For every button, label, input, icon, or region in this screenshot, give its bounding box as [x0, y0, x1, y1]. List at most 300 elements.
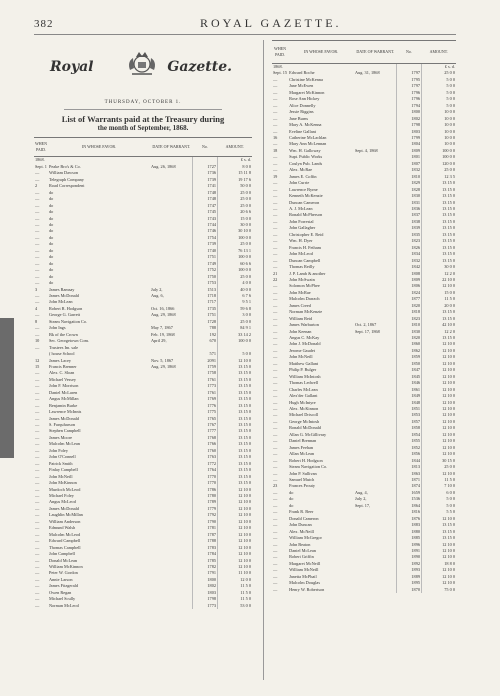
- masthead-royal: Royal: [50, 59, 94, 75]
- cell-when-paid: —: [273, 477, 278, 482]
- cell-amount: 13 15 0: [422, 316, 457, 322]
- cell-amount: 13 15 0: [218, 390, 253, 396]
- cell-date: Oct. 16, 1866: [151, 305, 175, 311]
- cell-favor: Patrick Smith: [49, 460, 73, 466]
- masthead: [34, 40, 252, 98]
- cell-favor: Road Correspondent: [49, 183, 85, 189]
- cell-favor: Owen Regan: [49, 589, 72, 595]
- cell-favor: Lawrence Byrne: [289, 186, 318, 192]
- cell-amount: 100 0 0: [422, 148, 457, 154]
- cell-amount: 100 0 0: [422, 154, 457, 160]
- cell-favor: Solomon McPhee: [289, 283, 320, 289]
- cell-number: 1839: [397, 225, 422, 231]
- cell-number: 1870: [397, 587, 422, 593]
- cell-when-paid: —: [35, 467, 40, 473]
- cell-when-paid: —: [273, 509, 278, 515]
- cell-favor: Donald McLean: [49, 557, 78, 563]
- cell-when-paid: —: [35, 583, 40, 589]
- cell-number: 1751: [193, 254, 218, 260]
- cell-amount: 13 15 0: [422, 245, 457, 251]
- cell-favor: George G. Garrett: [49, 312, 81, 318]
- cell-number: 1739: [193, 241, 218, 247]
- cell-number: 1829: [397, 180, 422, 186]
- cell-amount: 6 7 6: [218, 293, 253, 299]
- cell-amount: 12 10 0: [422, 374, 457, 380]
- cell-when-paid: —: [35, 383, 40, 389]
- running-head: ROYAL GAZETTE.: [200, 16, 342, 30]
- cell-date: Nov. 5, 1867: [151, 357, 174, 363]
- cell-amount: 5 0 0: [422, 503, 457, 509]
- cell-favor: do: [49, 273, 54, 279]
- cell-amount: 40 0 0: [218, 287, 253, 293]
- cell-favor: Philip P. Bulger: [289, 367, 317, 373]
- cell-favor: Jane McEwen: [289, 83, 314, 89]
- cell-amount: 12 10 0: [422, 516, 457, 522]
- cell-when-paid: —: [273, 560, 278, 566]
- cell-number: 1835: [397, 232, 422, 238]
- cell-number: 1861: [397, 387, 422, 393]
- cell-when-paid: —: [35, 228, 40, 234]
- cell-amount: £ s. d.: [218, 157, 253, 164]
- cell-when-paid: —: [35, 215, 40, 221]
- cell-amount: 12 10 0: [422, 419, 457, 425]
- cell-when-paid: —: [273, 167, 278, 173]
- cell-amount: 12 10 0: [422, 387, 457, 393]
- cell-amount: 12 10 0: [218, 558, 253, 564]
- cell-when-paid: 4: [35, 305, 38, 311]
- cell-number: 1802: [193, 583, 218, 589]
- cell-favor: Margaret McKinnon: [289, 89, 325, 95]
- cell-number: 1799: [397, 135, 422, 141]
- cell-number: 1798: [397, 122, 422, 128]
- header-no: No.: [193, 138, 218, 157]
- separator: [64, 109, 222, 110]
- cell-favor: Alex. McNeill: [289, 528, 314, 534]
- cell-when-paid: 15: [35, 363, 40, 369]
- cell-amount: 53 0 0: [218, 603, 253, 609]
- header-amount: AMOUNT.: [422, 41, 457, 64]
- cell-number: 1513: [193, 287, 218, 293]
- cell-favor: William Anderson: [49, 518, 81, 524]
- cell-when-paid: Sept. 1: [35, 163, 47, 169]
- cell-when-paid: —: [273, 489, 278, 495]
- cell-amount: 12 10 0: [218, 358, 253, 364]
- cell-number: 1797: [397, 70, 422, 76]
- cell-favor: Benjamin Burke: [49, 402, 78, 408]
- cell-number: 1744: [193, 222, 218, 228]
- cell-when-paid: —: [273, 141, 278, 147]
- cell-amount: 84 9 1: [218, 325, 253, 331]
- cell-favor: Allan McLean: [289, 451, 315, 457]
- cell-number: 788: [193, 325, 218, 331]
- cell-number: 1804: [397, 141, 422, 147]
- cell-favor: A. J. McLean: [289, 205, 313, 211]
- cell-favor: S. Farquharson: [49, 422, 76, 428]
- cell-number: 1848: [397, 400, 422, 406]
- cell-amount: 12 10 0: [422, 425, 457, 431]
- cell-number: 1890: [397, 554, 422, 560]
- cell-favor: John McLeod: [289, 251, 313, 257]
- cell-amount: 13 15 0: [218, 467, 253, 473]
- cell-number: 1862: [397, 348, 422, 354]
- cell-favor: Daniel McLaren: [49, 389, 78, 395]
- cell-when-paid: —: [273, 502, 278, 508]
- cell-favor: John Foley: [49, 447, 68, 453]
- cell-number: 1846: [397, 380, 422, 386]
- cell-number: 1806: [397, 283, 422, 289]
- cell-number: 1750: [193, 274, 218, 280]
- cell-when-paid: —: [273, 212, 278, 218]
- cell-favor: do: [49, 189, 54, 195]
- cell-when-paid: 12: [35, 357, 40, 363]
- cell-favor: Henry W. Robertson: [289, 586, 325, 592]
- cell-number: 1754: [193, 235, 218, 241]
- cell-number: [397, 64, 422, 71]
- cell-favor: Alex. McRae: [289, 167, 313, 173]
- cell-favor: John F. Morrison: [49, 383, 79, 389]
- cell-amount: 12 10 0: [218, 519, 253, 525]
- cell-when-paid: 10: [35, 338, 40, 344]
- cell-favor: Steam Navigation Co.: [289, 464, 328, 470]
- cell-date: July 2,: [355, 496, 367, 502]
- cell-when-paid: —: [35, 260, 40, 266]
- cell-amount: 18 8 0: [422, 561, 457, 567]
- cell-amount: 13 15 0: [422, 193, 457, 199]
- cell-number: 1858: [397, 425, 422, 431]
- cell-favor: Trustees Im. sale: [49, 344, 79, 350]
- cell-number: 1877: [397, 296, 422, 302]
- cell-amount: 13 15 0: [218, 370, 253, 376]
- cell-favor: Laughlin McMillan: [49, 512, 83, 518]
- cell-when-paid: —: [273, 528, 278, 534]
- cell-when-paid: —: [273, 186, 278, 192]
- cell-when-paid: —: [35, 402, 40, 408]
- binding-tab: [0, 318, 14, 458]
- cell-number: 1860: [397, 341, 422, 347]
- cell-when-paid: 16: [273, 134, 278, 140]
- cell-when-paid: —: [273, 231, 278, 237]
- cell-amount: 12 0 0: [218, 577, 253, 583]
- cell-when-paid: —: [35, 273, 40, 279]
- cell-number: 1759: [193, 364, 218, 370]
- cell-favor: Norman McKenzie: [289, 309, 323, 315]
- cell-number: 1770: [193, 480, 218, 486]
- cell-favor: do: [49, 241, 54, 247]
- cell-favor: Edward Roche: [289, 70, 315, 76]
- cell-amount: 12 10 0: [422, 554, 457, 560]
- cell-favor: do: [49, 234, 54, 240]
- cell-amount: 13 15 0: [422, 258, 457, 264]
- cell-when-paid: —: [35, 538, 40, 544]
- cell-when-paid: —: [273, 373, 278, 379]
- cell-number: 1852: [397, 445, 422, 451]
- cell-number: 1844: [397, 458, 422, 464]
- cell-number: 1794: [397, 103, 422, 109]
- cell-number: 1885: [397, 535, 422, 541]
- cell-number: 1864: [397, 503, 422, 509]
- cell-when-paid: —: [35, 422, 40, 428]
- cell-number: 1745: [193, 209, 218, 215]
- page-number: 382: [34, 18, 54, 30]
- cell-amount: 5 0 0: [422, 96, 457, 102]
- cell-amount: 13 15 0: [422, 212, 457, 218]
- cell-when-paid: —: [273, 315, 278, 321]
- cell-favor: Finlay Campbell: [49, 467, 78, 473]
- cell-number: 1786: [193, 487, 218, 493]
- cell-when-paid: —: [273, 347, 278, 353]
- cell-favor: Alex. C. Sloan: [49, 370, 75, 376]
- cell-when-paid: —: [273, 160, 278, 166]
- cell-when-paid: —: [35, 189, 40, 195]
- cell-number: 1895: [397, 580, 422, 586]
- cell-favor: John Gallagher: [289, 225, 316, 231]
- cell-favor: Donald Cameron: [289, 515, 319, 521]
- cell-date: Sept. 17,: [355, 502, 371, 508]
- cell-number: 1818: [397, 309, 422, 315]
- cell-amount: 13 15 0: [218, 480, 253, 486]
- cell-amount: 10 0 0: [422, 141, 457, 147]
- cell-number: 1850: [397, 361, 422, 367]
- cell-when-paid: —: [273, 296, 278, 302]
- cell-date: May 7, 1867: [151, 325, 173, 331]
- cell-amount: 12 10 0: [218, 551, 253, 557]
- cell-when-paid: —: [35, 525, 40, 531]
- cell-when-paid: —: [273, 225, 278, 231]
- cell-date: [354, 587, 397, 593]
- cell-number: 1859: [397, 354, 422, 360]
- cell-when-paid: —: [273, 309, 278, 315]
- cell-favor: Peake Bro's & Co.: [49, 163, 81, 169]
- cell-favor: Telegraph Company: [49, 176, 84, 182]
- cell-favor: Michael Foley: [49, 493, 74, 499]
- cell-number: 1809: [397, 277, 422, 283]
- cell-amount: 42 10 0: [422, 322, 457, 328]
- cell-amount: 25 0 0: [218, 196, 253, 202]
- cell-amount: 13 15 0: [218, 383, 253, 389]
- cell-amount: 12 10 0: [218, 538, 253, 544]
- cell-favor: William McIntosh: [289, 373, 321, 379]
- cell-amount: 13 15 0: [218, 409, 253, 415]
- cell-when-paid: —: [273, 573, 278, 579]
- cell-number: 1753: [193, 280, 218, 286]
- cell-number: 1803: [397, 129, 422, 135]
- cell-favor: Duncan Cameron: [289, 199, 320, 205]
- cell-number: 1751: [193, 312, 218, 318]
- table-row: [34, 157, 252, 164]
- cell-when-paid: —: [35, 486, 40, 492]
- cell-favor: Rose Ann Hickey: [289, 96, 320, 102]
- cell-favor: [48, 157, 150, 164]
- cell-amount: 25 0 0: [218, 319, 253, 325]
- cell-number: 1896: [397, 542, 422, 548]
- cell-number: 1820: [397, 303, 422, 309]
- cell-when-paid: —: [273, 199, 278, 205]
- cell-when-paid: —: [273, 367, 278, 373]
- cell-number: 1883: [397, 522, 422, 528]
- cell-number: 1824: [397, 290, 422, 296]
- cell-number: 1736: [193, 170, 218, 176]
- cell-when-paid: —: [35, 325, 40, 331]
- cell-amount: 13 15 0: [218, 396, 253, 402]
- cell-favor: William Reid: [289, 315, 313, 321]
- cell-amount: 13 15 0: [218, 461, 253, 467]
- cell-when-paid: —: [273, 264, 278, 270]
- cell-favor: John O'Connell: [49, 454, 76, 460]
- cell-when-paid: —: [273, 251, 278, 257]
- cell-when-paid: —: [273, 522, 278, 528]
- cell-when-paid: —: [273, 244, 278, 250]
- cell-number: 571: [193, 351, 218, 357]
- cell-amount: 13 15 0: [422, 206, 457, 212]
- cell-favor: Edmund Walsh: [49, 525, 76, 531]
- cell-amount: 11 5 0: [218, 596, 253, 602]
- cell-favor: Thomas Campbell: [49, 544, 81, 550]
- cell-favor: Allan G. McGillivray: [289, 431, 327, 437]
- cell-amount: 13 15 0: [422, 187, 457, 193]
- cell-when-paid: —: [273, 341, 278, 347]
- cell-amount: 25 0 0: [218, 190, 253, 196]
- cell-amount: 13 15 0: [218, 428, 253, 434]
- cell-favor: Matthew Gallant: [289, 360, 319, 366]
- cell-number: 1810: [397, 174, 422, 180]
- cell-favor: Robert R. Hodgson: [49, 305, 83, 311]
- cell-favor: James McDonald: [49, 415, 79, 421]
- cell-when-paid: —: [35, 234, 40, 240]
- cell-date: [150, 603, 193, 609]
- cell-when-paid: —: [273, 444, 278, 450]
- cell-amount: 12 2 0: [422, 329, 457, 335]
- cell-when-paid: —: [273, 205, 278, 211]
- cell-when-paid: —: [273, 541, 278, 547]
- cell-when-paid: —: [273, 431, 278, 437]
- cell-amount: 25 0 0: [422, 70, 457, 76]
- cell-favor: James Feehan: [289, 444, 314, 450]
- cell-number: 1718: [193, 293, 218, 299]
- cell-amount: 11 5 0: [218, 590, 253, 596]
- cell-date: Aug. 26, 1868: [151, 163, 176, 169]
- cell-when-paid: —: [35, 454, 40, 460]
- cell-favor: Margaret McNeill: [289, 560, 321, 566]
- cell-favor: do: [49, 202, 54, 208]
- cell-amount: 12 10 0: [218, 512, 253, 518]
- cell-when-paid: —: [273, 283, 278, 289]
- cell-number: 1659: [397, 490, 422, 496]
- cell-amount: 13 15 0: [422, 225, 457, 231]
- cell-when-paid: —: [35, 518, 40, 524]
- date-line: THURSDAY, OCTOBER 1.: [104, 100, 182, 105]
- cell-amount: 9 5 1: [218, 299, 253, 305]
- cell-favor: Wm. H. Dyer: [289, 238, 313, 244]
- cell-date: July 2,: [151, 286, 163, 292]
- cell-favor: Samuel Mutch: [289, 477, 315, 482]
- cell-when-paid: —: [35, 247, 40, 253]
- cell-number: 1775: [193, 409, 218, 415]
- cell-amount: 100 0 0: [218, 254, 253, 260]
- cell-number: 1747: [193, 203, 218, 209]
- cell-when-paid: —: [35, 493, 40, 499]
- cell-number: 1889: [397, 574, 422, 580]
- cell-when-paid: —: [35, 447, 40, 453]
- cell-amount: 20 0 0: [422, 303, 457, 309]
- cell-when-paid: —: [273, 547, 278, 553]
- cell-when-paid: —: [273, 89, 278, 95]
- cell-amount: 12 10 0: [422, 393, 457, 399]
- header-favor: IN WHOSE FAVOR.: [48, 138, 150, 157]
- cell-number: 1830: [397, 329, 422, 335]
- cell-number: 1832: [397, 167, 422, 173]
- cell-amount: 13 15 0: [218, 403, 253, 409]
- cell-favor: Lawrence McInnis: [49, 409, 82, 415]
- cell-favor: Frank R. Beer: [289, 509, 314, 515]
- cell-amount: 120 0 0: [422, 161, 457, 167]
- cell-favor: John McKinnon: [49, 480, 77, 486]
- cell-when-paid: —: [35, 241, 40, 247]
- cell-when-paid: —: [273, 102, 278, 108]
- cell-number: 1836: [397, 206, 422, 212]
- cell-favor: Christopher E. Reid: [289, 231, 324, 237]
- cell-amount: 5 5 0: [422, 509, 457, 515]
- cell-date: Oct. 2, 1867: [355, 322, 377, 328]
- cell-when-paid: —: [35, 254, 40, 260]
- cell-number: 1823: [397, 316, 422, 322]
- cell-when-paid: —: [273, 83, 278, 89]
- cell-number: 1717: [193, 299, 218, 305]
- section-title: List of Warrants paid at the Treasury during: [61, 114, 225, 125]
- cell-favor: John McLean: [49, 299, 73, 305]
- cell-when-paid: —: [273, 399, 278, 405]
- cell-number: 1780: [193, 493, 218, 499]
- cell-number: 1783: [193, 545, 218, 551]
- cell-favor: John McNeill: [289, 354, 313, 360]
- cell-favor: William Dawson: [49, 170, 79, 176]
- cell-number: 1798: [193, 596, 218, 602]
- cell-favor: James Warburton: [289, 322, 319, 328]
- cell-when-paid: —: [35, 531, 40, 537]
- warrants-table-left: [34, 137, 252, 609]
- cell-favor: William McNeill: [289, 567, 319, 573]
- cell-date: Aug. 4,: [355, 489, 368, 495]
- cell-favor: Jessie Riggins: [289, 109, 314, 115]
- cell-amount: 12 10 0: [422, 471, 457, 477]
- cell-amount: 60 6 6: [218, 261, 253, 267]
- cell-favor: do: [49, 215, 54, 221]
- cell-favor: Mary Ann McLennan: [289, 141, 327, 147]
- cell-when-paid: —: [273, 154, 278, 160]
- cell-number: 1849: [397, 393, 422, 399]
- cell-amount: 25 0 0: [422, 464, 457, 470]
- cell-amount: 10 0 0: [422, 116, 457, 122]
- cell-amount: 12 10 0: [422, 412, 457, 418]
- cell-number: 1807: [397, 161, 422, 167]
- cell-favor: Michael Scully: [49, 596, 76, 602]
- cell-amount: 12 10 0: [218, 564, 253, 570]
- cell-favor: do: [49, 228, 54, 234]
- cell-favor: Mary A. McKenna: [289, 122, 322, 128]
- cell-number: 1810: [397, 322, 422, 328]
- cell-favor: James Ramsay: [49, 286, 75, 292]
- cell-number: 1764: [193, 467, 218, 473]
- cell-number: 1796: [397, 96, 422, 102]
- cell-favor: Peter W. Gordon: [49, 570, 78, 576]
- cell-amount: 30 15 0: [422, 458, 457, 464]
- cell-amount: 13 15 0: [218, 474, 253, 480]
- cell-favor: John Currie: [289, 180, 310, 186]
- header-no: No.: [397, 41, 422, 64]
- cell-amount: 5 0 0: [218, 351, 253, 357]
- cell-when-paid: 19: [273, 173, 278, 179]
- cell-number: 1758: [193, 370, 218, 376]
- cell-favor: John Ings: [49, 325, 66, 331]
